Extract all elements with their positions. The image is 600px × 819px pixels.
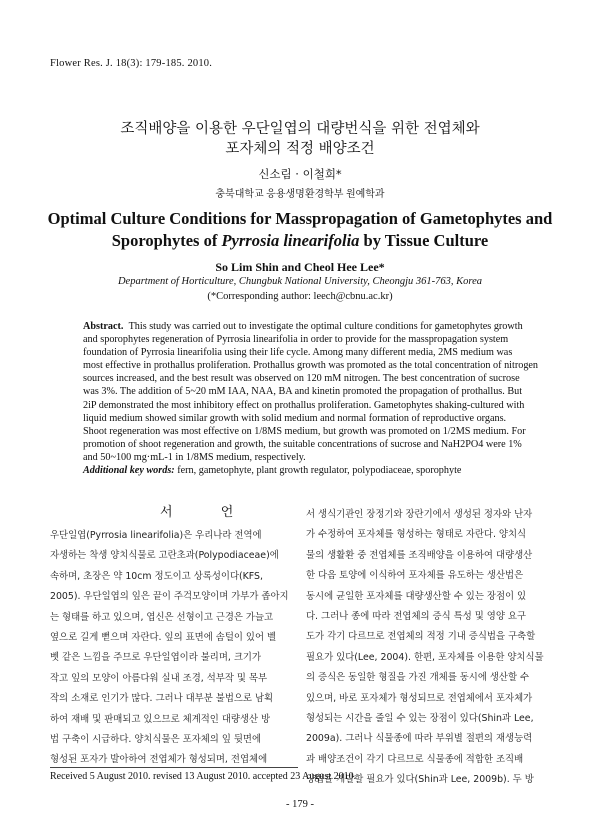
abstract-line: liquid medium showed similar growth with solid medium and normal formation of reproductive organs. [83,412,507,424]
abstract-line: and sporophytes regeneration of Pyrrosia linearifolia in order to provide for the masspropagation system [83,334,509,346]
abstract [83,320,539,464]
body-column-left [50,526,298,771]
korean-authors: 신소림 · 이철희* [258,167,342,181]
body-line: 동시에 균일한 포자체를 대량생산할 수 있는 장점이 있 [306,590,527,602]
english-title-line-1: Optimal Culture Conditions for Masspropagation of Gametophytes and [47,209,553,228]
corresponding-author: (*Corresponding author: leech@cbnu.ac.kr) [207,291,393,302]
body-line: 필요가 있다(Lee, 2004). 한편, 포자체를 이용한 양치식물 [306,651,544,663]
body-line: 다. 그러나 종에 따라 전엽체의 증식 특성 및 영양 요구 [306,611,526,623]
korean-title-line-2: 포자체의 적정 배양조건 [225,141,375,157]
korean-affiliation: 충북대학교 응용생명환경학부 원예학과 [215,189,385,200]
abstract-line: sources increased, and the best result was observed on 120 mM nitrogen. The best concentration of sucrose [83,373,520,385]
keywords [83,465,521,476]
body-line: 하여 재배 및 판매되고 있으므로 체계적인 대량생산 방 [50,713,271,725]
body-line: 도가 각기 다르므로 전엽체의 적정 기내 증식법을 구축할 [306,631,536,643]
title-species-name: Pyrrosia linearifolia [221,231,360,250]
body-line: 의 증식은 동일한 형질을 가진 개체를 동시에 생산할 수 [306,672,530,684]
korean-title-line-1: 조직배양을 이용한 우단일엽의 대량번식을 위한 전엽체와 [120,121,480,137]
body-line: 있으며, 바로 포자체가 형성되므로 전엽체에서 포자체가 [306,692,533,704]
body-line: 2009a). 그러나 식물종에 따라 부위별 절편의 재생능력 [306,733,533,745]
body-line: 서 생식기관인 장정기와 장란기에서 생성된 정자와 난자 [306,509,533,520]
abstract-line: promotion of shoot regeneration and growth, the suitable concentrations of sucrose and NaH2PO4 were 1% [83,438,522,450]
body-line: 옆으로 길게 뻗으며 자란다. 잎의 표면에 솜털이 있어 벨 [50,632,277,644]
body-line: 법 구축이 시급하다. 양치식물은 포자체의 잎 뒷면에 [50,734,262,746]
received-dates: Received 5 August 2010. revised 13 August 2010. accepted 23 August 2010. [50,771,357,782]
keywords-text: fern, gametophyte, plant growth regulator, polypodiaceae, sporophyte [177,465,462,476]
title-text-post: by Tissue Culture [359,231,489,250]
body-line: 2005). 우단일엽의 잎은 끝이 주걱모양이며 가부가 좁아지 [50,591,289,603]
body-line: 자생하는 착생 양치식물로 고란초과(Polypodiaceae)에 [50,550,279,562]
body-line: 물의 생활환 중 전엽체를 조직배양을 이용하여 대량생산 [306,549,533,561]
abstract-line: foundation of Pyrrosia linearifolia using their life cycle. Among many different media, 2MS medium was [83,347,513,359]
body-line: 형성되는 시간을 줄일 수 있는 장점이 있다(Shin과 Lee, [306,713,534,725]
body-line: 벳 같은 느낌을 주므로 우단일엽이라 불리며, 크기가 [50,652,262,664]
footnote-divider [50,767,298,768]
abstract-line: was 3%. The addition of 5~20 mM IAA, NAA, BA and kinetin promoted the propagation of prothallus. But [83,386,523,398]
title-text-pre: Sporophytes of [111,231,222,250]
abstract-line: most effective in prothallus proliferation. Prothallus growth was promoted as the total concentration of nitrogen [83,360,539,372]
section-heading-introduction: 서 언 [160,505,256,520]
abstract-line: Shoot regeneration was most effective on 1/8MS medium, but growth was promoted on 1/2MS medium. For [83,425,526,437]
english-title-line-2 [0,231,600,251]
body-line: 형성된 포자가 발아하여 전엽체가 형성되며, 전엽체에 [50,754,268,766]
body-line: 한 다음 토양에 이식하여 포자체를 유도하는 생산법은 [306,570,524,582]
journal-citation: Flower Res. J. 18(3): 179-185. 2010. [50,58,213,69]
body-line: 는 형태를 하고 있으며, 엽신은 선형이고 근경은 가늘고 [50,611,274,623]
page-number: - 179 - [286,799,314,810]
body-line: 작고 잎의 모양이 아름다워 실내 조경, 석부작 및 목부 [50,672,268,684]
abstract-line: 2iP demonstrated the most inhibitory effect on prothallus proliferation. Gametophytes shaking-cultured with [83,399,525,411]
body-line: 작의 소재로 인기가 많다. 그러나 대부분 불법으로 남획 [50,693,274,705]
department-affiliation: Department of Horticulture, Chungbuk National University, Cheongju 361-763, Korea [117,276,483,287]
abstract-line: and 50~100 mg·mL-1 in 1/8MS medium, respectively. [83,451,306,463]
english-authors: So Lim Shin and Cheol Hee Lee* [215,260,385,274]
body-line: 우단일엽(Pyrrosia linearifolia)은 우리나라 전역에 [50,530,262,541]
body-line: 가 수정하여 포자체를 형성하는 형태로 자란다. 양치식 [306,529,527,541]
abstract-line-text: This study was carried out to investigate the optimal culture conditions for gametophytes growth [128,321,523,332]
body-line: 속하며, 초장은 약 10cm 정도이고 상록성이다(KFS, [50,570,263,582]
body-line: 양법을 개발할 필요가 있다(Shin과 Lee, 2009b). 두 방 [306,774,534,786]
body-line: 과 배양조건이 각기 다르므로 식물종에 적합한 조직배 [306,753,524,765]
abstract-line [83,320,521,333]
abstract-label: Abstract. [83,321,124,332]
keywords-label: Additional key words: [83,465,175,476]
body-column-right [306,505,554,791]
